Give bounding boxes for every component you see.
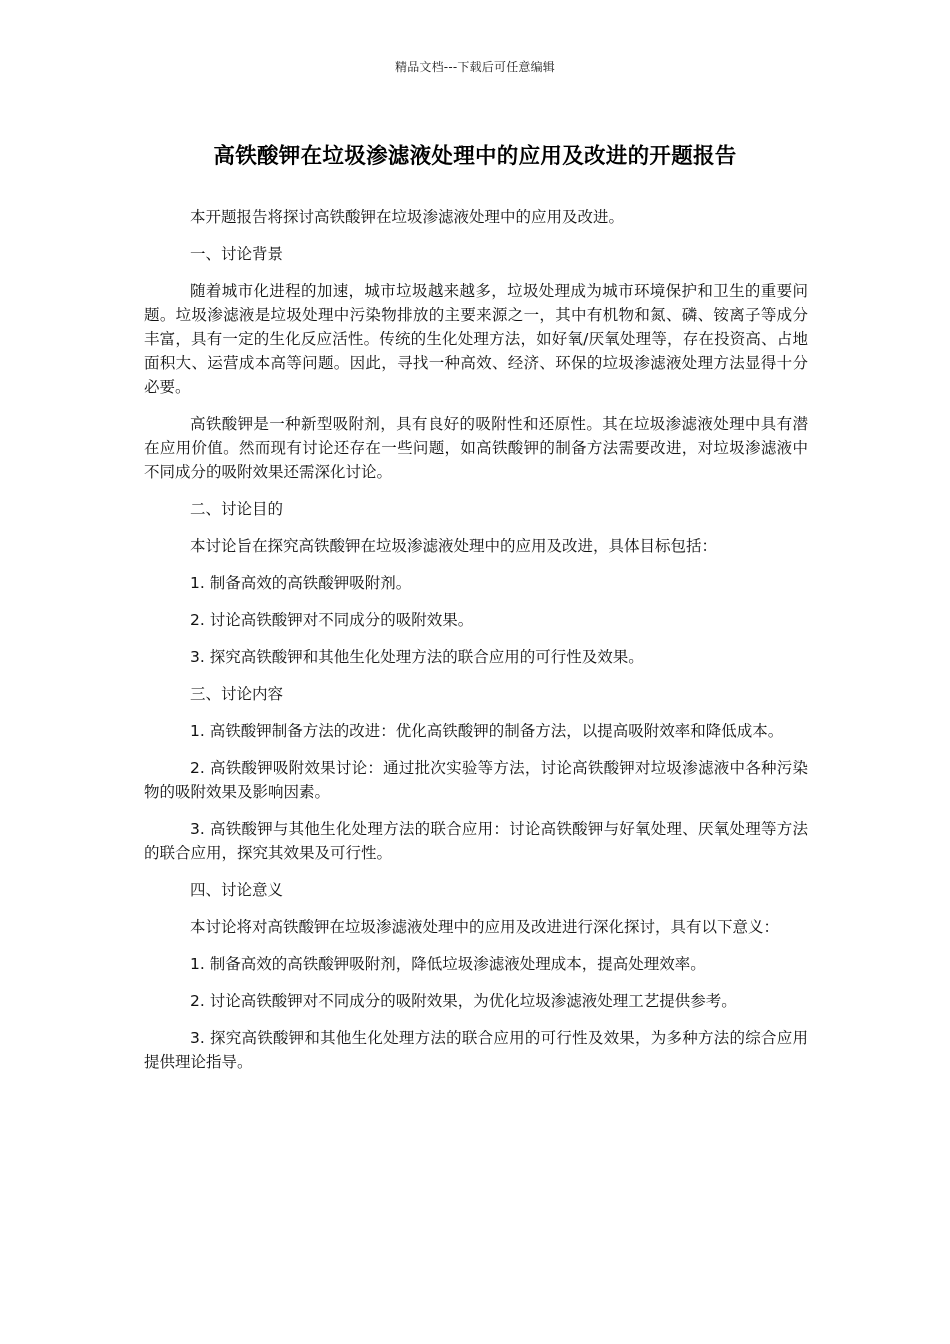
document-body — [144, 205, 808, 1087]
purpose-item-3: 3. 探究高铁酸钾和其他生化处理方法的联合应用的可行性及效果。 — [190, 648, 644, 666]
intro-paragraph: 本开题报告将探讨高铁酸钾在垃圾渗滤液处理中的应用及改进。 — [190, 208, 625, 226]
significance-intro-paragraph: 本讨论将对高铁酸钾在垃圾渗滤液处理中的应用及改进进行深化探讨，具有以下意义： — [190, 918, 780, 936]
content-item-1: 1. 高铁酸钾制备方法的改进：优化高铁酸钾的制备方法，以提高吸附效率和降低成本。 — [190, 722, 784, 740]
section-heading-significance: 四、讨论意义 — [190, 881, 284, 899]
significance-item-3: 3. 探究高铁酸钾和其他生化处理方法的联合应用的可行性及效果，为多种方法的综合应用提供理论指导。 — [144, 1029, 808, 1071]
purpose-item-2: 2. 讨论高铁酸钾对不同成分的吸附效果。 — [190, 611, 474, 629]
purpose-intro-paragraph: 本讨论旨在探究高铁酸钾在垃圾渗滤液处理中的应用及改进，具体目标包括： — [190, 537, 718, 555]
section-heading-purpose: 二、讨论目的 — [190, 500, 284, 518]
content-item-2: 2. 高铁酸钾吸附效果讨论：通过批次实验等方法，讨论高铁酸钾对垃圾渗滤液中各种污染物的吸附效果及影响因素。 — [144, 759, 808, 801]
document-title: 高铁酸钾在垃圾渗滤液处理中的应用及改进的开题报告 — [213, 144, 737, 169]
significance-item-1: 1. 制备高效的高铁酸钾吸附剂，降低垃圾渗滤液处理成本，提高处理效率。 — [190, 955, 706, 973]
section-heading-background: 一、讨论背景 — [190, 245, 284, 263]
significance-item-2: 2. 讨论高铁酸钾对不同成分的吸附效果，为优化垃圾渗滤液处理工艺提供参考。 — [190, 992, 737, 1010]
purpose-item-1: 1. 制备高效的高铁酸钾吸附剂。 — [190, 574, 412, 592]
section-heading-content: 三、讨论内容 — [190, 685, 284, 703]
page-header: 精品文档---下载后可任意编辑 — [395, 60, 555, 74]
background-paragraph-2: 高铁酸钾是一种新型吸附剂，具有良好的吸附性和还原性。其在垃圾渗滤液处理中具有潜在应用价值。然而现有讨论还存在一些问题，如高铁酸钾的制备方法需要改进，对垃圾渗滤液中不同成分的吸附效果还需深化讨论。 — [144, 415, 808, 481]
content-item-3: 3. 高铁酸钾与其他生化处理方法的联合应用：讨论高铁酸钾与好氧处理、厌氧处理等方法的联合应用，探究其效果及可行性。 — [144, 820, 808, 862]
background-paragraph-1: 随着城市化进程的加速，城市垃圾越来越多，垃圾处理成为城市环境保护和卫生的重要问题。垃圾渗滤液是垃圾处理中污染物排放的主要来源之一，其中有机物和氮、磷、铵离子等成分丰富，具有一定的生化反应活性。传统的生化处理方法，如好氧/厌氧处理等，存在投资高、占地面积大、运营成本高等问题。因此，寻找一种高效、经济、环保的垃圾渗滤液处理方法显得十分必要。 — [144, 282, 808, 396]
